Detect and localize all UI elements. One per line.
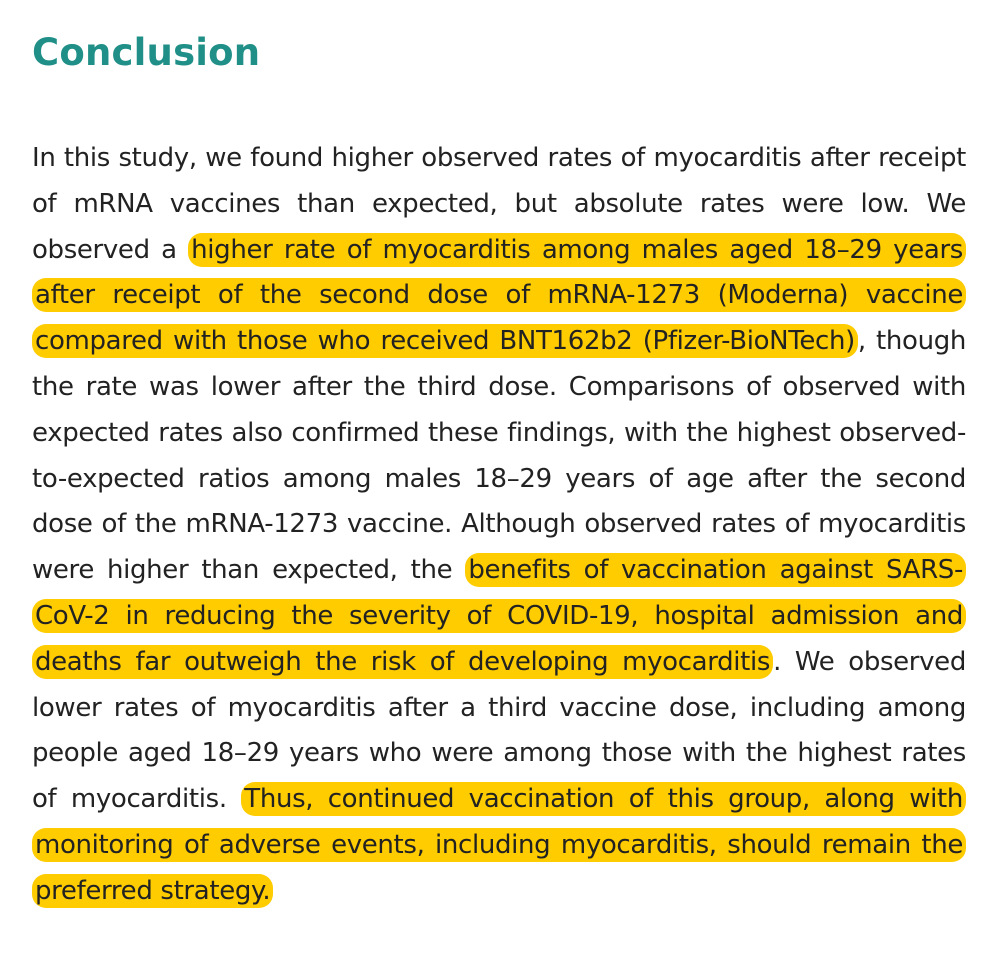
section-heading: Conclusion — [32, 31, 261, 74]
highlighted-text-segment: Thus, continued vaccination of this group, along with monitoring of adverse events, including myocarditis, should remain the preferred strategy. — [32, 782, 966, 908]
conclusion-paragraph — [32, 136, 966, 915]
highlighted-text-segment: benefits of vaccination against SARS-CoV-2 in reducing the severity of COVID-19, hospital admission and deaths far outweigh the risk of developing myocarditis — [32, 553, 966, 679]
text-segment: In this study, we found higher observed rates of myocarditis after receipt of mRNA vaccines than expected, but absolute rates were low. We observed a — [32, 143, 966, 265]
article-section — [32, 26, 966, 915]
highlighted-text-segment: higher rate of myocarditis among males aged 18–29 years after receipt of the second dose of mRNA-1273 (Moderna) vaccine compared with those who received BNT162b2 (Pfizer-BioNTech) — [32, 233, 966, 359]
text-segment: , though the rate was lower after the third dose. Comparisons of observed with expected rates also confirmed these findings, with the highest observed-to-expected ratios among males 18–29 years of age after the second dose of the mRNA-1273 vaccine. Although observed rates of myocarditis were higher than expected, the — [32, 326, 966, 586]
text-segment: . We observed lower rates of myocarditis after a third vaccine dose, including among people aged 18–29 years who were among those with the highest rates of myocarditis. — [32, 646, 966, 815]
